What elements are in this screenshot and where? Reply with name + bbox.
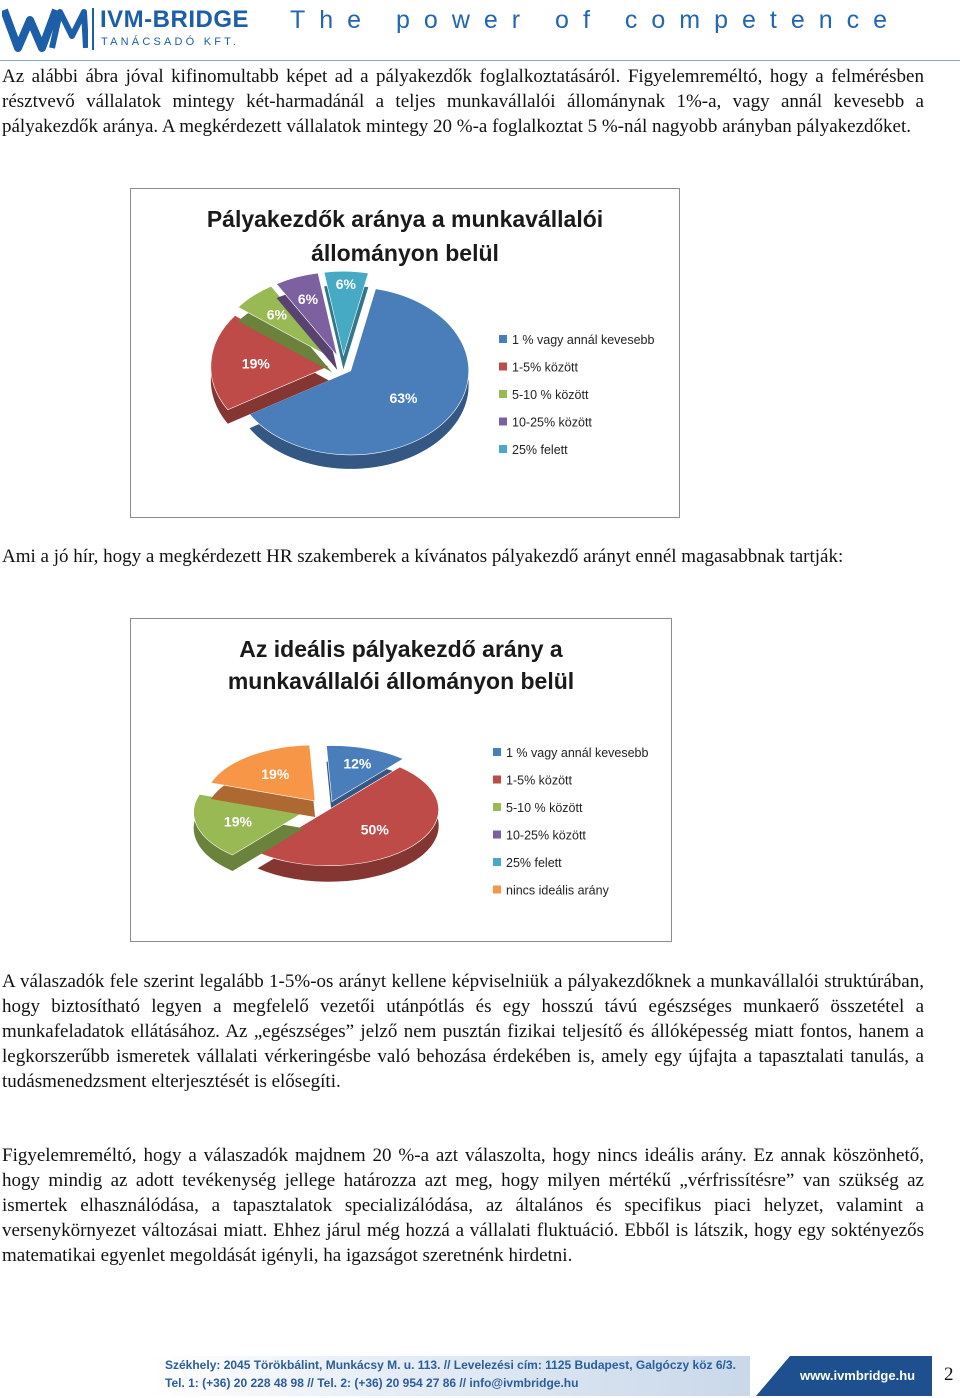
pie-data-label: 19% — [223, 813, 252, 830]
footer-address: Székhely: 2045 Törökbálint, Munkácsy M. u. 113. // Levelezési cím: 1125 Budapest, Galgóczy köz 6/3. — [165, 1358, 736, 1372]
pie-data-label: 19% — [241, 355, 270, 372]
legend-label: 5-10 % között — [506, 801, 583, 815]
chart-title-line-2: állományon belül — [311, 240, 499, 266]
footer-website-link[interactable]: www.ivmbridge.hu — [800, 1368, 916, 1383]
legend-label: 5-10 % között — [512, 388, 589, 402]
legend-swatch — [493, 858, 501, 866]
pie-data-label: 50% — [360, 821, 389, 838]
legend-swatch — [499, 363, 507, 371]
legend-swatch — [499, 390, 507, 398]
pie-data-label: 6% — [297, 291, 319, 308]
legend-label: 25% felett — [506, 856, 562, 870]
legend-label: 1 % vagy annál kevesebb — [506, 746, 649, 760]
paragraph-conclusion: Figyelemreméltó, hogy a válaszadók majdnem 20 %-a azt válaszolta, hogy nincs ideális arány. Ez annak köszönhető, hogy mindig az adott tevékenység jellege határozza azt meg, hogy milyen mértékű „vérfrissítésre” van szükség az ismertek elhasználódása, a tapasztalatok specializálódása, az általános és specifikus piaci helyzet, valamint a versenykörnyezet változásai miatt. Ehhez járul még hozzá a vállalati fluktuáció. Ebből is látszik, hogy egy soktényezős matematikai egyenlet megoldását igényli, ha igazságot szeretnénk hirdetni. — [2, 1145, 924, 1266]
header-rule — [0, 60, 960, 61]
paragraph-intro: Az alábbi ábra jóval kifinomultabb képet ad a pályakezdők foglalkoztatásáról. Figyelemreméltó, hogy a felmérésben résztvevő vállalatok mintegy két-harmadánál a teljes munkavállalói állománynak 1%-a, vagy annál kevesebb a pályakezdők aránya. A megkérdezett vállalatok mintegy 20 %-a foglalkoztat 5 %-nál nagyobb arányban pályakezdőket. — [2, 66, 924, 137]
pie-data-label: 12% — [343, 755, 372, 772]
chart-current-ratio — [130, 188, 680, 518]
chart-title-line-2: munkavállalói állományon belül — [227, 668, 575, 694]
footer-contact: Tel. 1: (+36) 20 228 48 98 // Tel. 2: (+36) 20 954 27 86 // info@ivmbridge.hu — [165, 1376, 579, 1390]
paragraph-analysis: A válaszadók fele szerint legalább 1-5%-os arányt kellene képviselniük a pályakezdőknek a munkavállalói struktúrában, hogy biztosítható legyen a megfelelő vezetői utánpótlás és egy hosszú távú egészséges munkaerő összetétel a munkafeladatok ellátásához. Az „egészséges” jelző nem pusztán fizikai teljesítő és állóképesség miatt fontos, hanem a legkorszerűbb ismeretek vállalati vérkeringésbe való behozása érdekében is, amely egy újfajta a tapasztalati tanulás, a tudásmenedzsment elterjesztését is elősegíti. — [2, 971, 924, 1092]
legend-swatch — [493, 803, 501, 811]
legend-label: 25% felett — [512, 443, 568, 457]
ivm-logo-icon — [2, 4, 88, 54]
paragraph-good-news: Ami a jó hír, hogy a megkérdezett HR szakemberek a kívánatos pályakezdő arányt ennél magasabbnak tartják: — [2, 546, 844, 567]
logo-subtitle: TANÁCSADÓ KFT. — [101, 36, 240, 48]
legend-label: 1-5% között — [506, 773, 573, 788]
logo-divider — [92, 8, 94, 50]
legend-label: 1 % vagy annál kevesebb — [512, 333, 655, 347]
page-footer — [0, 1352, 960, 1398]
pie-chart-current — [131, 189, 679, 517]
pie-data-label: 63% — [389, 389, 418, 406]
legend-swatch — [493, 831, 501, 839]
header-tagline: The power of competence — [290, 6, 902, 34]
legend-swatch — [499, 418, 507, 426]
pie-data-label: 19% — [261, 766, 290, 783]
pie-data-label: 6% — [335, 275, 356, 292]
pie-data-label: 6% — [266, 306, 288, 323]
legend-swatch — [493, 776, 501, 784]
logo-name: IVM-BRIDGE — [100, 6, 249, 33]
chart-title-line-1: Pályakezdők aránya a munkavállalói — [206, 206, 604, 232]
page-number: 2 — [944, 1364, 954, 1385]
legend-label: 10-25% között — [506, 828, 586, 843]
footer-website-notch — [756, 1356, 790, 1396]
legend-swatch — [499, 335, 507, 343]
chart-title-line-1: Az ideális pályakezdő arány a — [239, 636, 563, 662]
footer-website-box — [756, 1356, 932, 1396]
legend-swatch — [493, 748, 501, 756]
pie-chart-ideal — [131, 619, 671, 941]
chart-ideal-ratio — [130, 618, 672, 942]
legend-label: 1-5% között — [512, 360, 579, 375]
legend-swatch — [493, 886, 501, 894]
legend-label: 10-25% között — [512, 415, 592, 430]
legend-swatch — [499, 445, 507, 453]
legend-label: nincs ideális arány — [506, 883, 609, 898]
page-header — [0, 0, 960, 62]
